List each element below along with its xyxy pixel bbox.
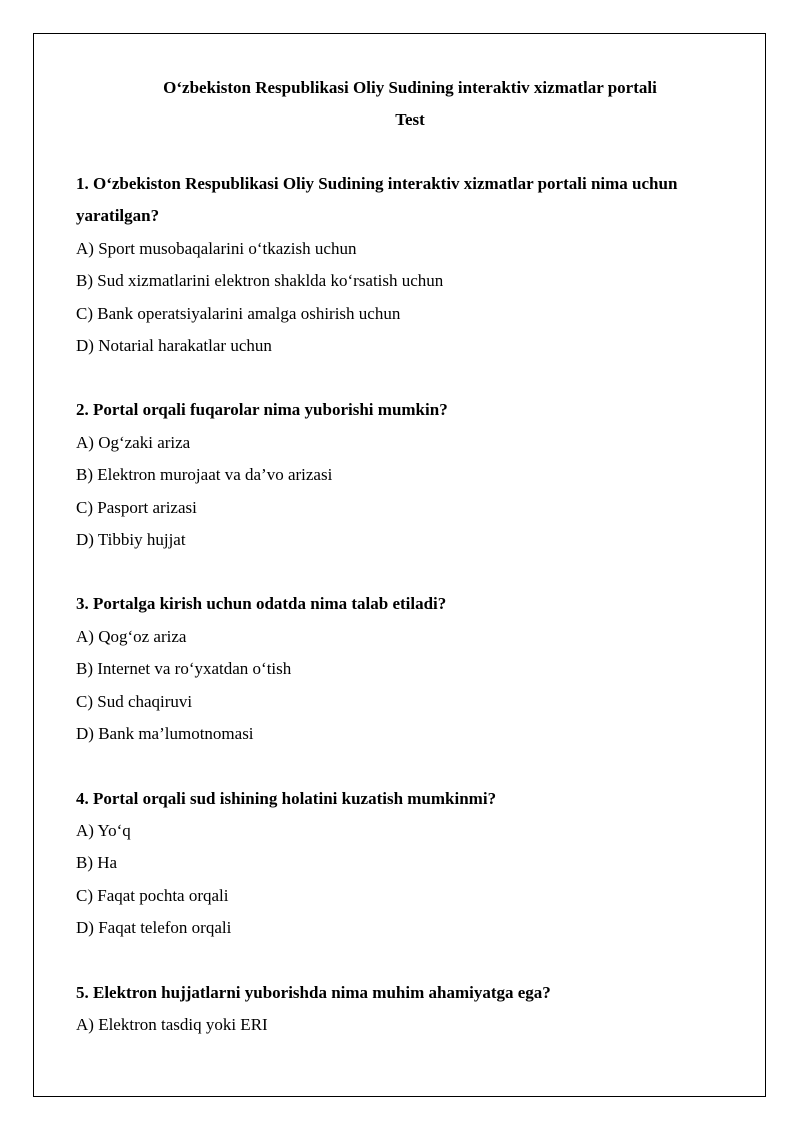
- option-c: C) Faqat pochta orqali: [76, 885, 229, 905]
- question-text: 4. Portal orqali sud ishining holatini kuzatish mumkinmi?: [76, 788, 497, 808]
- question-text: 1. O‘zbekiston Respublikasi Oliy Sudining interaktiv xizmatlar portali nima uchun yaratilgan?: [76, 174, 678, 226]
- option-c: C) Pasport arizasi: [76, 497, 197, 517]
- question-text: 2. Portal orqali fuqarolar nima yuborishi mumkin?: [76, 400, 448, 420]
- option-a: A) Sport musobaqalarini o‘tkazish uchun: [76, 238, 357, 258]
- question-3: [76, 588, 756, 750]
- option-a: A) Og‘zaki ariza: [76, 432, 191, 452]
- option-b: B) Elektron murojaat va da’vo arizasi: [76, 465, 333, 485]
- document-title: O‘zbekiston Respublikasi Oliy Sudining interaktiv xizmatlar portali: [163, 78, 657, 97]
- question-2: [76, 394, 756, 556]
- option-a: A) Elektron tasdiq yoki ERI: [76, 1014, 268, 1034]
- option-b: B) Ha: [76, 853, 118, 873]
- question-text: 3. Portalga kirish uchun odatda nima talab etiladi?: [76, 594, 447, 614]
- option-d: D) Bank ma’lumotnomasi: [76, 724, 254, 744]
- option-c: C) Bank operatsiyalarini amalga oshirish uchun: [76, 303, 401, 323]
- option-d: D) Notarial harakatlar uchun: [76, 336, 272, 356]
- question-text: 5. Elektron hujjatlarni yuborishda nima muhim ahamiyatga ega?: [76, 982, 551, 1002]
- question-1: [76, 168, 756, 362]
- option-c: C) Sud chaqiruvi: [76, 691, 193, 711]
- option-b: B) Sud xizmatlarini elektron shaklda ko‘rsatish uchun: [76, 271, 444, 291]
- option-a: A) Qog‘oz ariza: [76, 626, 187, 646]
- option-d: D) Faqat telefon orqali: [76, 918, 232, 938]
- option-b: B) Internet va ro‘yxatdan o‘tish: [76, 659, 292, 679]
- option-d: D) Tibbiy hujjat: [76, 530, 186, 550]
- question-4: [76, 783, 756, 945]
- question-5: [76, 977, 756, 1042]
- option-a: A) Yo‘q: [76, 820, 131, 840]
- document-content: [76, 72, 756, 1073]
- document-subtitle: Test: [395, 110, 425, 129]
